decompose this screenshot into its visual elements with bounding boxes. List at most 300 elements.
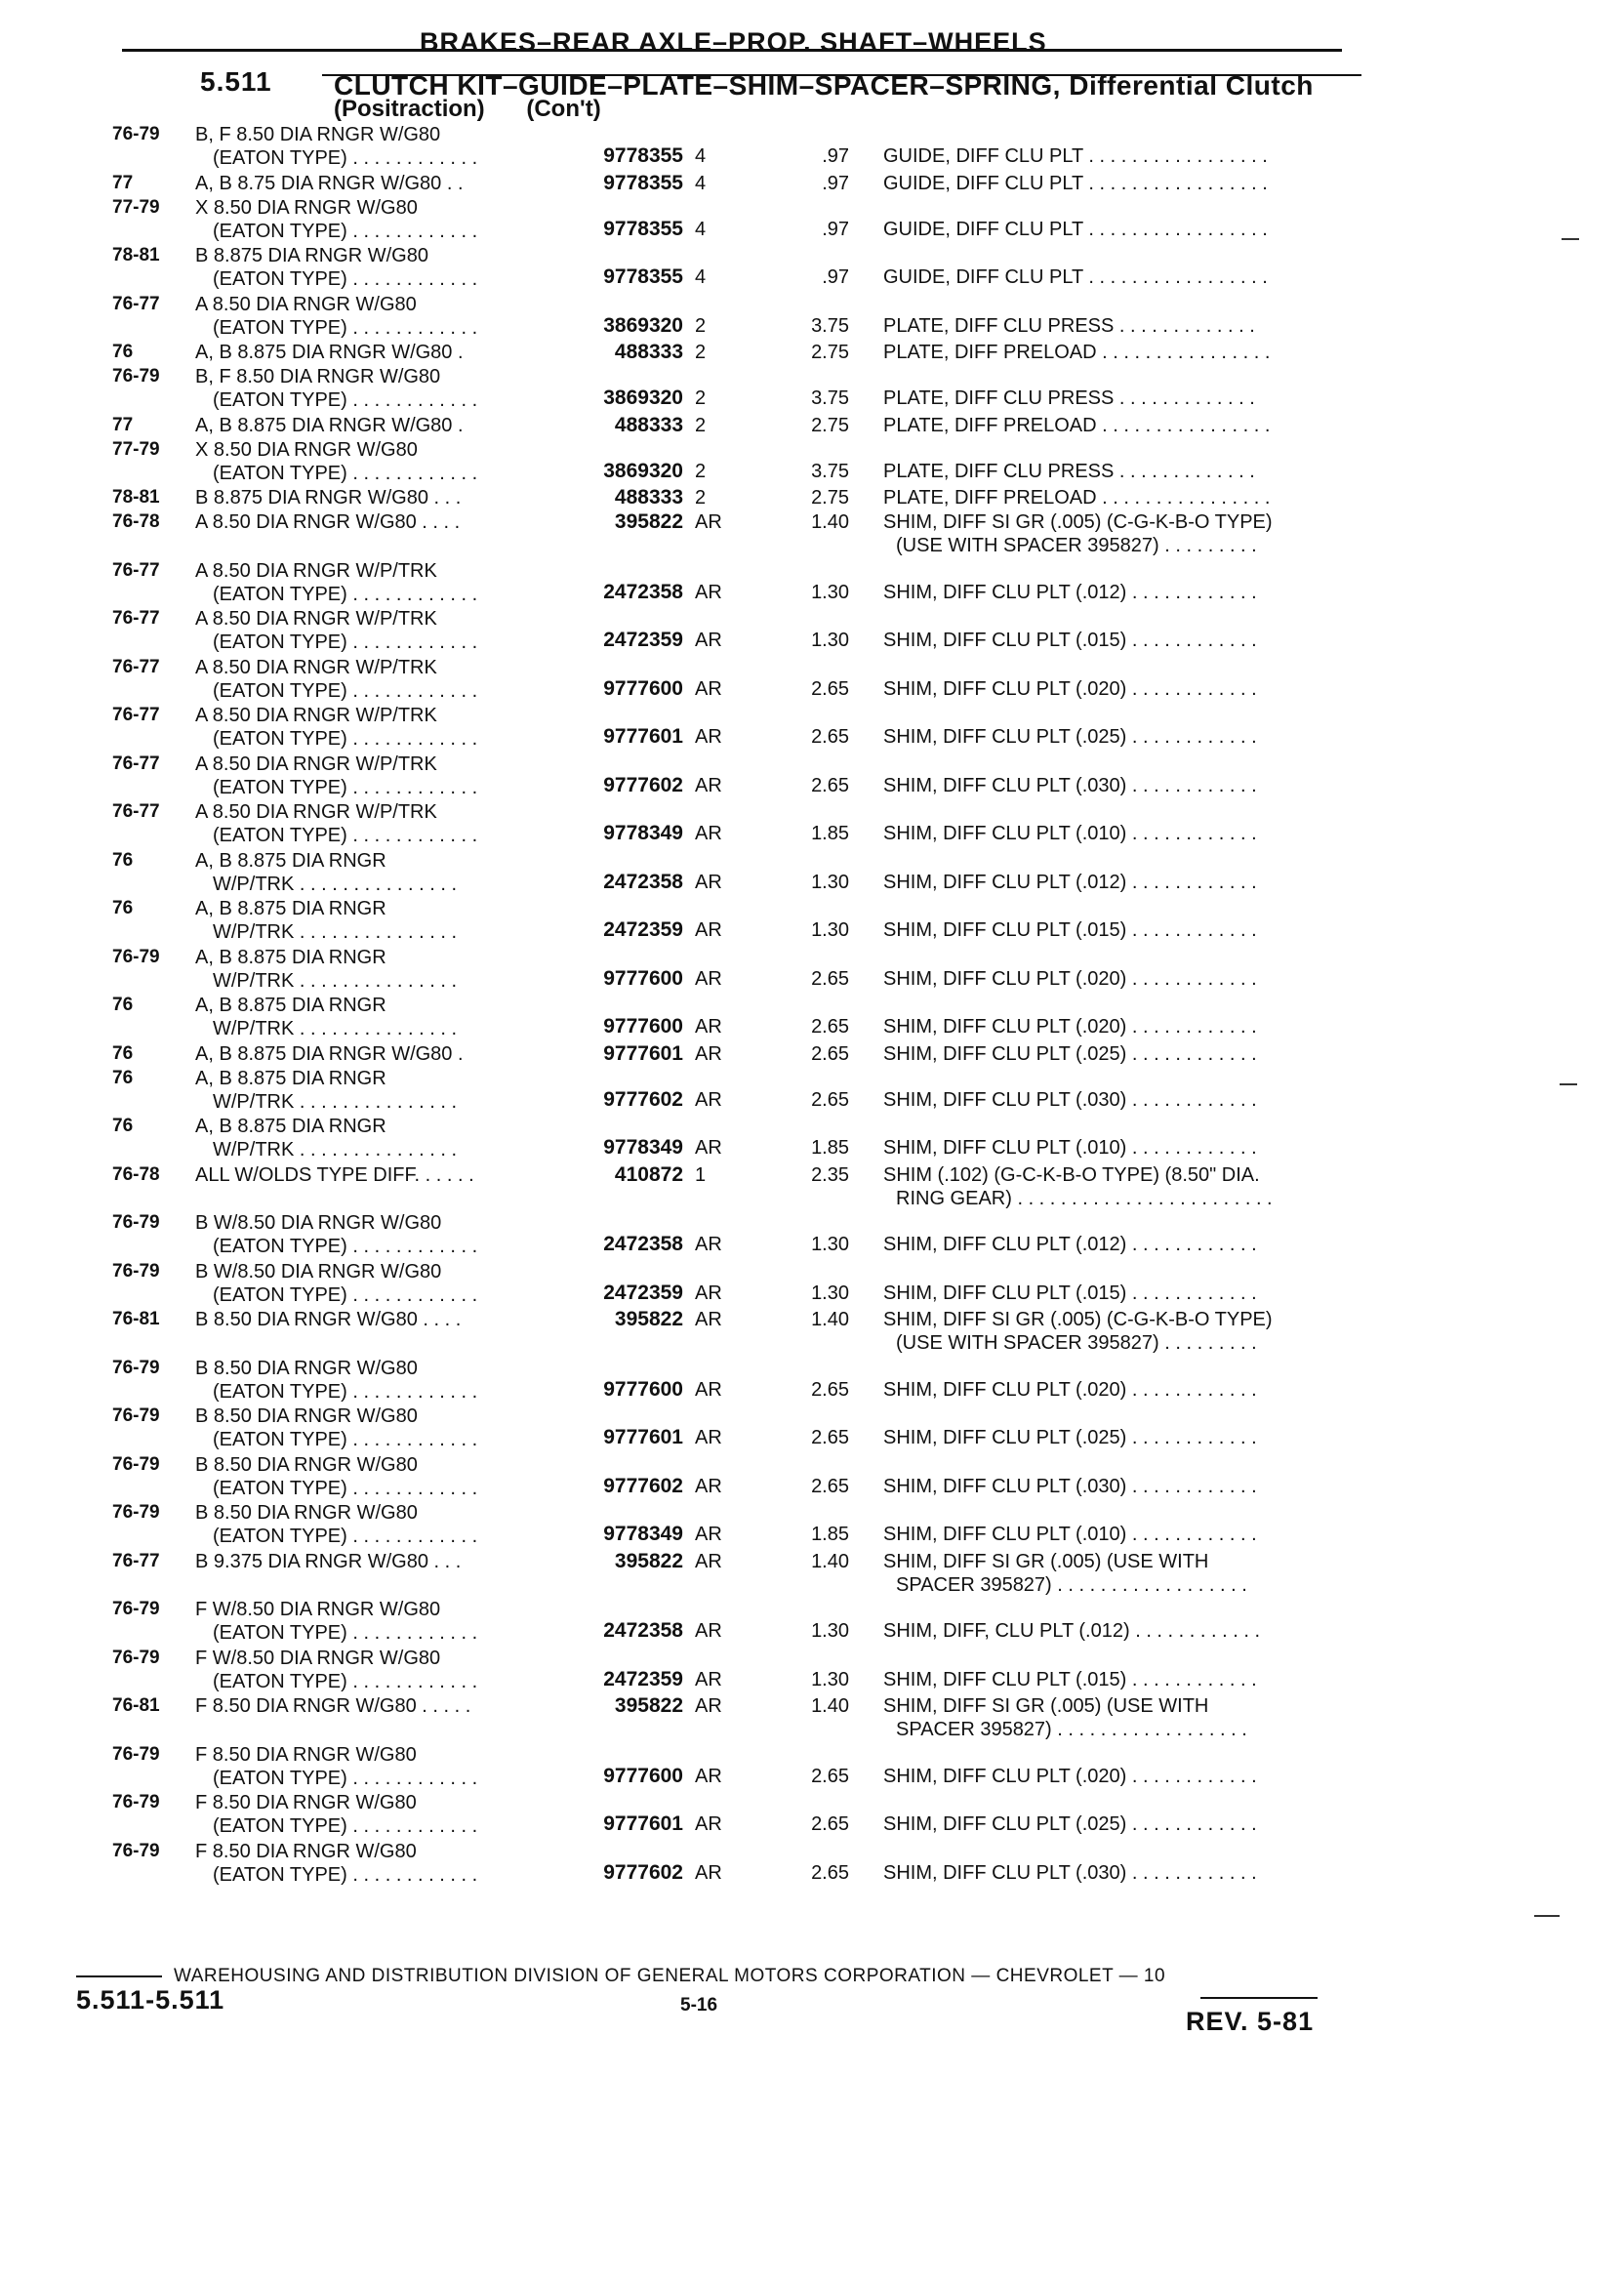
part-description-continued: (USE WITH SPACER 395827) . . . . . . . . . [896, 535, 1257, 556]
quantity: AR [695, 774, 722, 796]
quantity: AR [695, 1813, 722, 1835]
part-entry [0, 1042, 1624, 1067]
price: .97 [822, 218, 849, 240]
part-description: SHIM, DIFF CLU PLT (.015) . . . . . . . . . . . . [883, 919, 1257, 941]
part-entry [0, 1743, 1624, 1792]
application: B 8.875 DIA RNGR W/G80 [195, 245, 428, 266]
model-year: 76-79 [112, 1647, 160, 1668]
price: 1.85 [811, 1137, 849, 1159]
price: 3.75 [811, 314, 849, 337]
part-entry [0, 1308, 1624, 1357]
application-continued: (EATON TYPE) . . . . . . . . . . . . [213, 1670, 478, 1692]
model-year: 78-81 [112, 487, 160, 508]
part-entry [0, 946, 1624, 995]
part-entry [0, 341, 1624, 365]
part-description: SHIM, DIFF CLU PLT (.012) . . . . . . . . . . . . [883, 871, 1257, 893]
part-number: 395822 [614, 1549, 683, 1572]
application-continued: (EATON TYPE) . . . . . . . . . . . . [213, 1283, 478, 1306]
part-number: 9777602 [603, 1860, 683, 1884]
part-number: 488333 [614, 413, 683, 436]
price: 3.75 [811, 387, 849, 409]
quantity: AR [695, 919, 722, 941]
part-description: SHIM, DIFF CLU PLT (.020) . . . . . . . . . . . . [883, 677, 1257, 700]
section-number: 5.511 [200, 66, 272, 97]
application-continued: (EATON TYPE) . . . . . . . . . . . . [213, 679, 478, 702]
part-number: 395822 [614, 510, 683, 533]
application: A, B 8.875 DIA RNGR [195, 898, 386, 919]
quantity: AR [695, 1695, 722, 1717]
quantity: AR [695, 1088, 722, 1111]
quantity: AR [695, 630, 722, 651]
quantity: AR [695, 1524, 722, 1545]
model-year: 76 [112, 849, 134, 871]
section-subtitle [334, 96, 636, 123]
price: 2.65 [811, 1475, 849, 1497]
model-year: 76-78 [112, 511, 160, 532]
price: 2.65 [811, 1813, 849, 1835]
price: 1.40 [811, 1550, 849, 1572]
model-year: 76-79 [112, 1453, 160, 1475]
application: B 8.50 DIA RNGR W/G80 [195, 1405, 418, 1427]
part-description: GUIDE, DIFF CLU PLT . . . . . . . . . . . . . . . . . [883, 145, 1268, 167]
part-description-continued: RING GEAR) . . . . . . . . . . . . . . . . . . . . . . . . [896, 1187, 1273, 1209]
model-year: 76-81 [112, 1695, 160, 1716]
application: B 8.50 DIA RNGR W/G80 [195, 1357, 418, 1379]
part-number: 9777600 [603, 1015, 683, 1038]
model-year: 76-77 [112, 753, 160, 774]
model-year: 77 [112, 414, 134, 435]
quantity: AR [695, 1137, 722, 1159]
part-entry [0, 1211, 1624, 1260]
page-header-title: BRAKES–REAR AXLE–PROP. SHAFT–WHEELS [420, 27, 1047, 57]
application: A 8.50 DIA RNGR W/P/TRK [195, 753, 437, 775]
price: 3.75 [811, 460, 849, 482]
application: B, F 8.50 DIA RNGR W/G80 [195, 366, 441, 387]
part-entry [0, 244, 1624, 293]
part-description: PLATE, DIFF PRELOAD . . . . . . . . . . . . . . . . [883, 414, 1271, 436]
application: B 8.50 DIA RNGR W/G80 [195, 1453, 418, 1476]
application-continued: (EATON TYPE) . . . . . . . . . . . . [213, 147, 478, 169]
part-number: 9778349 [603, 1136, 683, 1159]
model-year: 76 [112, 1067, 134, 1088]
footer-rule-left [76, 1975, 162, 1977]
part-description: SHIM, DIFF CLU PLT (.030) . . . . . . . . . . . . [883, 1861, 1257, 1884]
quantity: 4 [695, 145, 707, 167]
footer-revision: REV. 5-81 [1186, 2007, 1315, 2036]
application-continued: W/P/TRK . . . . . . . . . . . . . . . [213, 1018, 458, 1039]
application-continued: (EATON TYPE) . . . . . . . . . . . . [213, 1526, 478, 1547]
model-year: 76 [112, 898, 134, 918]
part-description: SHIM, DIFF CLU PLT (.025) . . . . . . . . . . . . [883, 1813, 1257, 1835]
application-continued: (EATON TYPE) . . . . . . . . . . . . [213, 825, 478, 846]
application-continued: (EATON TYPE) . . . . . . . . . . . . [213, 462, 478, 484]
part-description: GUIDE, DIFF CLU PLT . . . . . . . . . . . . . . . . . [883, 218, 1268, 240]
price: 1.40 [811, 1309, 849, 1330]
quantity: AR [695, 726, 722, 748]
price: 1.30 [811, 630, 849, 651]
part-entry [0, 1550, 1624, 1599]
quantity: 2 [695, 387, 707, 409]
application: F W/8.50 DIA RNGR W/G80 [195, 1599, 441, 1620]
application: A, B 8.875 DIA RNGR W/G80 . [195, 414, 464, 436]
parts-list [0, 123, 1624, 1888]
application-continued: (EATON TYPE) . . . . . . . . . . . . [213, 583, 478, 605]
model-year: 77-79 [112, 438, 160, 460]
price: 1.30 [811, 1620, 849, 1642]
part-entry [0, 293, 1624, 342]
application: F 8.50 DIA RNGR W/G80 . . . . . [195, 1695, 471, 1717]
part-number: 9778355 [603, 144, 683, 167]
price: 1.85 [811, 1524, 849, 1545]
model-year: 76-79 [112, 1357, 160, 1378]
part-description: SHIM, DIFF CLU PLT (.025) . . . . . . . . . . . . [883, 1042, 1257, 1065]
application-continued: (EATON TYPE) . . . . . . . . . . . . [213, 1477, 478, 1499]
part-number: 2472358 [603, 870, 683, 893]
price: 2.65 [811, 774, 849, 796]
part-entry [0, 704, 1624, 753]
part-description: SHIM, DIFF CLU PLT (.010) . . . . . . . . . . . . [883, 823, 1257, 844]
application: B 9.375 DIA RNGR W/G80 . . . [195, 1550, 462, 1572]
part-entry [0, 1067, 1624, 1116]
application-continued: (EATON TYPE) . . . . . . . . . . . . [213, 1236, 478, 1257]
quantity: AR [695, 1042, 722, 1065]
part-number: 9777600 [603, 1377, 683, 1401]
model-year: 76 [112, 342, 134, 362]
part-description: SHIM, DIFF CLU PLT (.020) . . . . . . . . . . . . [883, 1016, 1257, 1038]
quantity: 4 [695, 172, 707, 194]
application: B 8.50 DIA RNGR W/G80 . . . . [195, 1309, 462, 1330]
footer-section-code: 5.511-5.511 [76, 1985, 225, 2015]
part-description: PLATE, DIFF PRELOAD . . . . . . . . . . . . . . . . [883, 342, 1271, 363]
model-year: 76-77 [112, 705, 160, 725]
application: A 8.50 DIA RNGR W/P/TRK [195, 608, 437, 630]
quantity: AR [695, 1765, 722, 1787]
quantity: 2 [695, 314, 707, 337]
part-description: SHIM, DIFF SI GR (.005) (USE WITH [883, 1550, 1209, 1572]
quantity: AR [695, 871, 722, 893]
price: 1.30 [811, 1668, 849, 1690]
part-entry [0, 1791, 1624, 1840]
quantity: 2 [695, 460, 707, 482]
price: 1.30 [811, 1234, 849, 1255]
quantity: 2 [695, 487, 707, 509]
application: A, B 8.875 DIA RNGR [195, 1116, 386, 1137]
model-year: 76-77 [112, 801, 160, 822]
model-year: 77 [112, 172, 134, 193]
quantity: AR [695, 1475, 722, 1497]
application-continued: (EATON TYPE) . . . . . . . . . . . . [213, 268, 478, 290]
application-continued: (EATON TYPE) . . . . . . . . . . . . [213, 728, 478, 750]
price: 2.65 [811, 726, 849, 748]
part-description: SHIM, DIFF SI GR (.005) (USE WITH [883, 1695, 1209, 1717]
quantity: AR [695, 1016, 722, 1038]
application-continued: W/P/TRK . . . . . . . . . . . . . . . [213, 969, 458, 992]
part-number: 9777601 [603, 1812, 683, 1835]
model-year: 76-79 [112, 1599, 160, 1619]
model-year: 76-79 [112, 366, 160, 387]
price: 1.30 [811, 581, 849, 603]
part-description: SHIM, DIFF CLU PLT (.010) . . . . . . . . . . . . [883, 1137, 1257, 1159]
application: A 8.50 DIA RNGR W/P/TRK [195, 656, 437, 678]
part-description: SHIM, DIFF CLU PLT (.012) . . . . . . . . . . . . [883, 581, 1257, 603]
model-year: 76 [112, 1116, 134, 1136]
part-description-continued: SPACER 395827) . . . . . . . . . . . . . . . . . . [896, 1719, 1247, 1740]
application: A 8.50 DIA RNGR W/P/TRK [195, 705, 437, 726]
price: 2.75 [811, 342, 849, 363]
part-description: PLATE, DIFF CLU PRESS . . . . . . . . . . . . . [883, 460, 1255, 482]
part-number: 395822 [614, 1694, 683, 1717]
part-description: SHIM, DIFF, CLU PLT (.012) . . . . . . . . . . . . [883, 1620, 1261, 1642]
model-year: 76-77 [112, 559, 160, 581]
part-number: 9777601 [603, 725, 683, 748]
part-entry [0, 994, 1624, 1042]
margin-mark [1560, 1083, 1577, 1085]
part-number: 9778355 [603, 265, 683, 288]
part-description: SHIM, DIFF CLU PLT (.010) . . . . . . . . . . . . [883, 1524, 1257, 1545]
quantity: AR [695, 1282, 722, 1304]
margin-mark [1562, 238, 1579, 240]
part-description: PLATE, DIFF CLU PRESS . . . . . . . . . . . . . [883, 387, 1255, 409]
quantity: AR [695, 1668, 722, 1690]
part-entry [0, 1115, 1624, 1163]
application: A, B 8.875 DIA RNGR [195, 1067, 386, 1089]
quantity: AR [695, 1309, 722, 1330]
price: 2.75 [811, 414, 849, 436]
part-entry [0, 1840, 1624, 1889]
footer-division: WAREHOUSING AND DISTRIBUTION DIVISION OF GENERAL MOTORS CORPORATION — CHEVROLET — 10 [174, 1966, 1166, 1986]
part-description: SHIM (.102) (G-C-K-B-O TYPE) (8.50" DIA. [883, 1163, 1260, 1186]
part-entry [0, 1598, 1624, 1647]
model-year: 76-79 [112, 1502, 160, 1523]
model-year: 76-77 [112, 293, 160, 314]
part-number: 2472359 [603, 918, 683, 941]
model-year: 76 [112, 1042, 134, 1064]
model-year: 76-77 [112, 608, 160, 629]
price: 2.65 [811, 1088, 849, 1111]
model-year: 76-79 [112, 946, 160, 967]
application-continued: (EATON TYPE) . . . . . . . . . . . . [213, 1767, 478, 1789]
quantity: AR [695, 581, 722, 603]
price: 2.65 [811, 677, 849, 700]
application: F 8.50 DIA RNGR W/G80 [195, 1792, 417, 1813]
application: X 8.50 DIA RNGR W/G80 [195, 438, 418, 461]
part-entry [0, 1405, 1624, 1453]
price: 1.30 [811, 1282, 849, 1304]
application: A 8.50 DIA RNGR W/P/TRK [195, 801, 437, 823]
part-number: 9777601 [603, 1041, 683, 1065]
quantity: 2 [695, 342, 707, 363]
part-description: SHIM, DIFF CLU PLT (.012) . . . . . . . . . . . . [883, 1234, 1257, 1255]
price: 1.30 [811, 871, 849, 893]
quantity: AR [695, 1378, 722, 1401]
application: X 8.50 DIA RNGR W/G80 [195, 196, 418, 219]
application: A, B 8.75 DIA RNGR W/G80 . . [195, 172, 464, 194]
application-continued: W/P/TRK . . . . . . . . . . . . . . . [213, 1090, 458, 1113]
part-description: SHIM, DIFF SI GR (.005) (C-G-K-B-O TYPE) [883, 511, 1273, 533]
application: A, B 8.875 DIA RNGR W/G80 . [195, 342, 464, 363]
application-continued: (EATON TYPE) . . . . . . . . . . . . [213, 776, 478, 798]
part-entry [0, 753, 1624, 801]
part-entry [0, 1453, 1624, 1502]
part-description: SHIM, DIFF CLU PLT (.025) . . . . . . . . . . . . [883, 1427, 1257, 1448]
part-description: PLATE, DIFF CLU PRESS . . . . . . . . . . . . . [883, 314, 1255, 337]
part-entry [0, 849, 1624, 898]
part-entry [0, 486, 1624, 510]
model-year: 78-81 [112, 245, 160, 265]
part-entry [0, 123, 1624, 172]
model-year: 76-79 [112, 1260, 160, 1282]
part-entry [0, 800, 1624, 849]
application: F 8.50 DIA RNGR W/G80 [195, 1840, 417, 1862]
part-entry [0, 897, 1624, 946]
section-title: CLUTCH KIT–GUIDE–PLATE–SHIM–SPACER–SPRING, Differential Clutch [334, 70, 1314, 101]
application: A, B 8.875 DIA RNGR [195, 995, 386, 1016]
part-number: 9777600 [603, 966, 683, 990]
part-description-continued: (USE WITH SPACER 395827) . . . . . . . . . [896, 1332, 1257, 1354]
part-number: 9778355 [603, 171, 683, 194]
model-year: 76-79 [112, 1840, 160, 1861]
part-entry [0, 656, 1624, 705]
quantity: 2 [695, 414, 707, 436]
quantity: AR [695, 1550, 722, 1572]
application-continued: (EATON TYPE) . . . . . . . . . . . . [213, 1429, 478, 1450]
price: .97 [822, 172, 849, 194]
part-entry [0, 559, 1624, 608]
part-entry [0, 1694, 1624, 1743]
part-number: 9777602 [603, 1474, 683, 1497]
model-year: 76-79 [112, 124, 160, 144]
model-year: 76-79 [112, 1212, 160, 1233]
part-entry [0, 438, 1624, 487]
part-number: 2472359 [603, 629, 683, 651]
part-number: 2472358 [603, 580, 683, 603]
margin-mark [1534, 1915, 1560, 1917]
price: 2.65 [811, 1378, 849, 1401]
application: F W/8.50 DIA RNGR W/G80 [195, 1647, 441, 1669]
application: B 8.50 DIA RNGR W/G80 [195, 1502, 418, 1524]
part-number: 2472359 [603, 1667, 683, 1690]
quantity: AR [695, 677, 722, 700]
application-continued: (EATON TYPE) . . . . . . . . . . . . [213, 1815, 478, 1837]
application-continued: W/P/TRK . . . . . . . . . . . . . . . [213, 873, 458, 895]
application-continued: (EATON TYPE) . . . . . . . . . . . . [213, 316, 478, 339]
part-description: SHIM, DIFF CLU PLT (.015) . . . . . . . . . . . . [883, 630, 1257, 651]
price: 2.65 [811, 1861, 849, 1884]
part-entry [0, 1163, 1624, 1212]
application-continued: (EATON TYPE) . . . . . . . . . . . . [213, 1622, 478, 1644]
part-description: SHIM, DIFF CLU PLT (.030) . . . . . . . . . . . . [883, 1475, 1257, 1497]
application: B W/8.50 DIA RNGR W/G80 [195, 1260, 442, 1282]
price: 1.85 [811, 823, 849, 844]
application: A, B 8.875 DIA RNGR W/G80 . [195, 1042, 464, 1065]
quantity: 4 [695, 218, 707, 240]
quantity: AR [695, 1234, 722, 1255]
part-entry [0, 196, 1624, 245]
part-number: 395822 [614, 1308, 683, 1330]
part-description: SHIM, DIFF CLU PLT (.020) . . . . . . . . . . . . [883, 967, 1257, 990]
model-year: 76-81 [112, 1309, 160, 1329]
model-year: 76-77 [112, 1550, 160, 1571]
price: 2.65 [811, 1042, 849, 1065]
part-number: 2472358 [603, 1619, 683, 1642]
part-entry [0, 1260, 1624, 1309]
application: ALL W/OLDS TYPE DIFF. . . . . . [195, 1163, 474, 1186]
part-number: 9778349 [603, 822, 683, 844]
part-description: SHIM, DIFF CLU PLT (.015) . . . . . . . . . . . . [883, 1668, 1257, 1690]
application-continued: (EATON TYPE) . . . . . . . . . . . . [213, 389, 478, 411]
part-entry [0, 1357, 1624, 1405]
quantity: AR [695, 823, 722, 844]
application: A, B 8.875 DIA RNGR [195, 849, 386, 872]
model-year: 76-79 [112, 1405, 160, 1426]
price: 1.40 [811, 511, 849, 533]
application-continued: W/P/TRK . . . . . . . . . . . . . . . [213, 1139, 458, 1160]
model-year: 76 [112, 995, 134, 1015]
model-year: 76-77 [112, 656, 160, 677]
application-continued: W/P/TRK . . . . . . . . . . . . . . . [213, 921, 458, 943]
price: 2.65 [811, 1016, 849, 1038]
section-subtitle-positraction: (Positraction) [334, 96, 485, 122]
part-number: 9778355 [603, 217, 683, 240]
quantity: AR [695, 511, 722, 533]
application: A 8.50 DIA RNGR W/P/TRK [195, 559, 437, 582]
part-number: 9778349 [603, 1523, 683, 1545]
price: 2.65 [811, 967, 849, 990]
part-entry [0, 172, 1624, 196]
part-description: SHIM, DIFF SI GR (.005) (C-G-K-B-O TYPE) [883, 1309, 1273, 1330]
footer-rule-right [1200, 1997, 1318, 1999]
quantity: AR [695, 1620, 722, 1642]
part-number: 9777600 [603, 1764, 683, 1787]
part-description: SHIM, DIFF CLU PLT (.030) . . . . . . . . . . . . [883, 774, 1257, 796]
part-number: 9777600 [603, 676, 683, 700]
part-entry [0, 1647, 1624, 1695]
part-number: 3869320 [603, 459, 683, 482]
model-year: 77-79 [112, 196, 160, 218]
price: 2.35 [811, 1163, 849, 1186]
part-description: GUIDE, DIFF CLU PLT . . . . . . . . . . . . . . . . . [883, 266, 1268, 288]
part-number: 3869320 [603, 387, 683, 409]
application: A 8.50 DIA RNGR W/G80 [195, 293, 417, 315]
part-number: 2472358 [603, 1233, 683, 1255]
price: .97 [822, 266, 849, 288]
part-description: SHIM, DIFF CLU PLT (.020) . . . . . . . . . . . . [883, 1378, 1257, 1401]
part-number: 9777602 [603, 773, 683, 796]
part-description-continued: SPACER 395827) . . . . . . . . . . . . . . . . . . [896, 1573, 1247, 1596]
part-description: PLATE, DIFF PRELOAD . . . . . . . . . . . . . . . . [883, 487, 1271, 509]
application: A 8.50 DIA RNGR W/G80 . . . . [195, 511, 461, 533]
part-description: SHIM, DIFF CLU PLT (.030) . . . . . . . . . . . . [883, 1088, 1257, 1111]
application: B, F 8.50 DIA RNGR W/G80 [195, 124, 441, 145]
quantity: AR [695, 1427, 722, 1448]
footer-page-number: 5-16 [680, 1995, 718, 2015]
quantity: 4 [695, 266, 707, 288]
part-number: 2472359 [603, 1281, 683, 1304]
price: 1.30 [811, 919, 849, 941]
application: A, B 8.875 DIA RNGR [195, 946, 386, 968]
section-subtitle-continued: (Con't) [526, 96, 601, 122]
part-description: SHIM, DIFF CLU PLT (.025) . . . . . . . . . . . . [883, 726, 1257, 748]
part-number: 488333 [614, 486, 683, 509]
application-continued: (EATON TYPE) . . . . . . . . . . . . [213, 631, 478, 653]
part-entry [0, 607, 1624, 656]
part-description: SHIM, DIFF CLU PLT (.015) . . . . . . . . . . . . [883, 1282, 1257, 1304]
part-entry [0, 365, 1624, 414]
price: .97 [822, 145, 849, 167]
part-entry [0, 414, 1624, 438]
application: B 8.875 DIA RNGR W/G80 . . . [195, 487, 462, 509]
model-year: 76-79 [112, 1792, 160, 1812]
